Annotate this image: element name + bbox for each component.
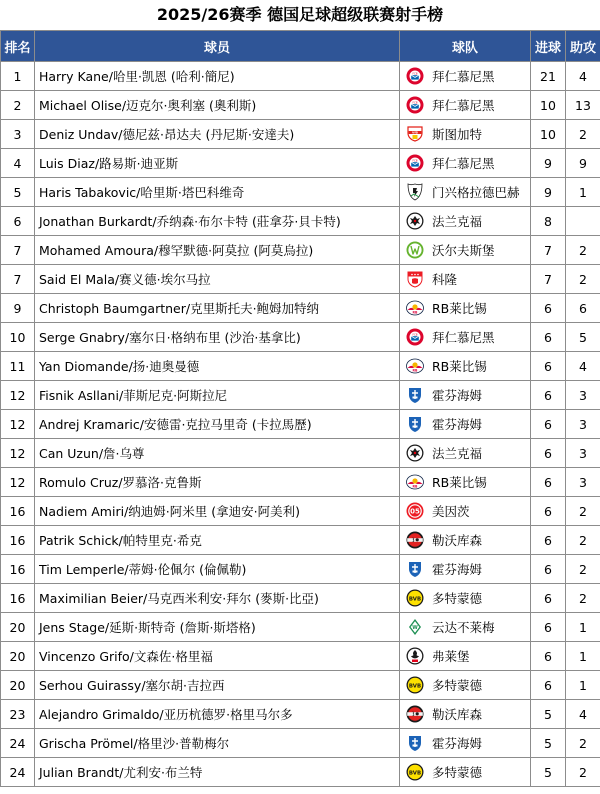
- rank-cell: 23: [1, 700, 35, 729]
- team-name: 拜仁慕尼黑: [432, 330, 495, 345]
- team-name: 勒沃库森: [432, 533, 483, 548]
- rank-cell: 4: [1, 149, 35, 178]
- player-cell: Maximilian Beier/马克西米利安·拜尔 (麥斯·比亞): [35, 584, 400, 613]
- goals-cell: 6: [531, 671, 566, 700]
- svg-text:BVB: BVB: [408, 596, 422, 603]
- player-cell: Jens Stage/延斯·斯特奇 (詹斯·斯塔格): [35, 613, 400, 642]
- assists-cell: 1: [566, 642, 600, 671]
- assists-cell: 3: [566, 439, 600, 468]
- assists-cell: 3: [566, 410, 600, 439]
- player-cell: Jonathan Burkardt/乔纳森·布尔卡特 (莊拿芬·貝卡特): [35, 207, 400, 236]
- rank-cell: 12: [1, 468, 35, 497]
- rank-cell: 2: [1, 91, 35, 120]
- table-row: [1, 236, 600, 265]
- rank-cell: 11: [1, 352, 35, 381]
- rank-cell: 3: [1, 120, 35, 149]
- svg-text:W: W: [412, 625, 418, 631]
- player-cell: Said El Mala/赛义德·埃尔马拉: [35, 265, 400, 294]
- svg-text:RB: RB: [412, 368, 418, 373]
- team-cell: [400, 584, 531, 613]
- player-cell: Julian Brandt/尤利安·布兰特: [35, 758, 400, 787]
- dortmund-crest-icon: [406, 763, 424, 781]
- team-cell: [400, 555, 531, 584]
- table-row: [1, 323, 600, 352]
- team-name: 拜仁慕尼黑: [432, 156, 495, 171]
- player-cell: Haris Tabakovic/哈里斯·塔巴科维奇: [35, 178, 400, 207]
- table-row: [1, 62, 600, 91]
- table-row: [1, 671, 600, 700]
- team-cell: [400, 323, 531, 352]
- team-cell: [400, 700, 531, 729]
- goals-cell: 5: [531, 700, 566, 729]
- team-cell: [400, 526, 531, 555]
- team-cell: [400, 352, 531, 381]
- rank-cell: 16: [1, 526, 35, 555]
- assists-cell: 4: [566, 352, 600, 381]
- assists-cell: 9: [566, 149, 600, 178]
- frankfurt-crest-icon: [406, 444, 424, 462]
- svg-text:FCB: FCB: [412, 101, 418, 105]
- goals-cell: 6: [531, 323, 566, 352]
- team-name: 沃尔夫斯堡: [432, 243, 495, 258]
- player-cell: Tim Lemperle/蒂姆·伦佩尔 (倫佩勒): [35, 555, 400, 584]
- mainz-crest-icon: [406, 502, 424, 520]
- assists-cell: 3: [566, 468, 600, 497]
- freiburg-crest-icon: [406, 647, 424, 665]
- rank-cell: 5: [1, 178, 35, 207]
- rank-cell: 24: [1, 729, 35, 758]
- team-name: 多特蒙德: [432, 765, 483, 780]
- assists-cell: 2: [566, 120, 600, 149]
- table-row: [1, 294, 600, 323]
- table-header-row: [1, 31, 600, 62]
- team-name: 法兰克福: [432, 214, 483, 229]
- goals-cell: 10: [531, 120, 566, 149]
- scorers-table: [0, 30, 600, 787]
- team-cell: [400, 758, 531, 787]
- table-row: [1, 178, 600, 207]
- team-name: 霍芬海姆: [432, 417, 483, 432]
- team-cell: [400, 381, 531, 410]
- table-row: [1, 497, 600, 526]
- player-cell: Michael Olise/迈克尔·奥利塞 (奧利斯): [35, 91, 400, 120]
- gladbach-crest-icon: [406, 183, 424, 201]
- goals-cell: 6: [531, 468, 566, 497]
- hoffenheim-crest-icon: [406, 415, 424, 433]
- team-cell: [400, 439, 531, 468]
- svg-text:FCB: FCB: [412, 333, 418, 337]
- assists-cell: 2: [566, 236, 600, 265]
- table-row: [1, 729, 600, 758]
- goals-cell: 6: [531, 555, 566, 584]
- svg-text:FCB: FCB: [412, 72, 418, 76]
- team-name: 勒沃库森: [432, 707, 483, 722]
- table-row: [1, 555, 600, 584]
- rank-cell: 9: [1, 294, 35, 323]
- hoffenheim-crest-icon: [406, 734, 424, 752]
- svg-text:BVB: BVB: [408, 770, 422, 777]
- team-cell: [400, 729, 531, 758]
- team-cell: [400, 410, 531, 439]
- goals-cell: 6: [531, 526, 566, 555]
- team-name: 门兴格拉德巴赫: [432, 185, 520, 200]
- page-title: 2025/26赛季 德国足球超级联赛射手榜: [156, 5, 444, 24]
- bayern-crest-icon: [406, 67, 424, 85]
- rank-cell: 16: [1, 584, 35, 613]
- player-cell: Grischa Prömel/格里沙·普勒梅尔: [35, 729, 400, 758]
- header-player: 球员: [35, 31, 400, 62]
- table-row: [1, 352, 600, 381]
- team-name: 科隆: [432, 272, 458, 287]
- svg-text:FCB: FCB: [412, 159, 418, 163]
- frankfurt-crest-icon: [406, 212, 424, 230]
- rank-cell: 1: [1, 62, 35, 91]
- team-cell: [400, 613, 531, 642]
- team-name: RB莱比锡: [432, 359, 487, 374]
- team-name: RB莱比锡: [432, 301, 487, 316]
- bayern-crest-icon: [406, 154, 424, 172]
- goals-cell: 6: [531, 381, 566, 410]
- table-row: [1, 91, 600, 120]
- assists-cell: 2: [566, 265, 600, 294]
- svg-text:RB: RB: [412, 310, 418, 315]
- team-cell: [400, 91, 531, 120]
- table-row: [1, 207, 600, 236]
- goals-cell: 6: [531, 410, 566, 439]
- goals-cell: 7: [531, 265, 566, 294]
- bremen-crest-icon: [406, 618, 424, 636]
- player-cell: Vincenzo Grifo/文森佐·格里福: [35, 642, 400, 671]
- player-cell: Yan Diomande/扬·迪奥曼德: [35, 352, 400, 381]
- table-row: [1, 642, 600, 671]
- leverkusen-crest-icon: [406, 531, 424, 549]
- rank-cell: 12: [1, 410, 35, 439]
- goals-cell: 6: [531, 352, 566, 381]
- rank-cell: 20: [1, 642, 35, 671]
- leipzig-crest-icon: [406, 473, 424, 491]
- leipzig-crest-icon: [406, 357, 424, 375]
- team-name: 多特蒙德: [432, 678, 483, 693]
- player-cell: Fisnik Asllani/菲斯尼克·阿斯拉尼: [35, 381, 400, 410]
- svg-text:05: 05: [410, 507, 420, 516]
- koln-crest-icon: [406, 270, 424, 288]
- team-name: 法兰克福: [432, 446, 483, 461]
- team-cell: [400, 236, 531, 265]
- rank-cell: 16: [1, 555, 35, 584]
- leipzig-crest-icon: [406, 299, 424, 317]
- table-body: [1, 62, 600, 787]
- player-cell: Deniz Undav/德尼兹·昂达夫 (丹尼斯·安達夫): [35, 120, 400, 149]
- player-cell: Romulo Cruz/罗慕洛·克鲁斯: [35, 468, 400, 497]
- team-name: 霍芬海姆: [432, 388, 483, 403]
- team-cell: [400, 671, 531, 700]
- stuttgart-crest-icon: [406, 125, 424, 143]
- wolfsburg-crest-icon: [406, 241, 424, 259]
- goals-cell: 5: [531, 729, 566, 758]
- team-cell: [400, 468, 531, 497]
- team-cell: [400, 207, 531, 236]
- team-cell: [400, 265, 531, 294]
- assists-cell: 2: [566, 758, 600, 787]
- rank-cell: 10: [1, 323, 35, 352]
- svg-text:VfB: VfB: [412, 130, 418, 135]
- dortmund-crest-icon: [406, 676, 424, 694]
- goals-cell: 6: [531, 439, 566, 468]
- table-row: [1, 439, 600, 468]
- table-row: [1, 265, 600, 294]
- table-row: [1, 468, 600, 497]
- assists-cell: 2: [566, 526, 600, 555]
- goals-cell: 6: [531, 497, 566, 526]
- player-cell: Andrej Kramaric/安德雷·克拉马里奇 (卡拉馬歷): [35, 410, 400, 439]
- player-cell: Serge Gnabry/塞尔日·格纳布里 (沙治·基拿比): [35, 323, 400, 352]
- assists-cell: 1: [566, 178, 600, 207]
- header-goals: 进球: [531, 31, 566, 62]
- rank-cell: 12: [1, 439, 35, 468]
- player-cell: Can Uzun/詹·乌尊: [35, 439, 400, 468]
- team-cell: [400, 497, 531, 526]
- player-cell: Christoph Baumgartner/克里斯托夫·鲍姆加特纳: [35, 294, 400, 323]
- goals-cell: 6: [531, 584, 566, 613]
- team-cell: [400, 62, 531, 91]
- goals-cell: 9: [531, 178, 566, 207]
- goals-cell: 8: [531, 207, 566, 236]
- rank-cell: 20: [1, 613, 35, 642]
- team-name: 斯图加特: [432, 127, 483, 142]
- table-row: [1, 149, 600, 178]
- rank-cell: 7: [1, 236, 35, 265]
- team-name: 云达不莱梅: [432, 620, 495, 635]
- assists-cell: 1: [566, 613, 600, 642]
- svg-text:BVB: BVB: [408, 683, 422, 690]
- goals-cell: 6: [531, 294, 566, 323]
- team-cell: [400, 178, 531, 207]
- rank-cell: 16: [1, 497, 35, 526]
- table-row: [1, 381, 600, 410]
- goals-cell: 9: [531, 149, 566, 178]
- header-assists: 助攻: [566, 31, 600, 62]
- table-row: [1, 758, 600, 787]
- table-row: [1, 526, 600, 555]
- leverkusen-crest-icon: [406, 705, 424, 723]
- team-name: 霍芬海姆: [432, 562, 483, 577]
- assists-cell: [566, 207, 600, 236]
- hoffenheim-crest-icon: [406, 386, 424, 404]
- dortmund-crest-icon: [406, 589, 424, 607]
- team-name: 多特蒙德: [432, 591, 483, 606]
- assists-cell: 1: [566, 671, 600, 700]
- svg-text:RB: RB: [412, 484, 418, 489]
- header-team: 球队: [400, 31, 531, 62]
- player-cell: Harry Kane/哈里·凯恩 (哈利·簡尼): [35, 62, 400, 91]
- team-name: 美因茨: [432, 504, 470, 519]
- rank-cell: 24: [1, 758, 35, 787]
- player-cell: Alejandro Grimaldo/亚历杭德罗·格里马尔多: [35, 700, 400, 729]
- goals-cell: 6: [531, 642, 566, 671]
- team-name: 拜仁慕尼黑: [432, 69, 495, 84]
- header-rank: 排名: [1, 31, 35, 62]
- table-row: [1, 120, 600, 149]
- player-cell: Serhou Guirassy/塞尔胡·吉拉西: [35, 671, 400, 700]
- assists-cell: 4: [566, 700, 600, 729]
- goals-cell: 6: [531, 613, 566, 642]
- table-row: [1, 700, 600, 729]
- player-cell: Mohamed Amoura/穆罕默德·阿莫拉 (阿莫烏拉): [35, 236, 400, 265]
- team-name: RB莱比锡: [432, 475, 487, 490]
- hoffenheim-crest-icon: [406, 560, 424, 578]
- player-cell: Luis Diaz/路易斯·迪亚斯: [35, 149, 400, 178]
- assists-cell: 5: [566, 323, 600, 352]
- team-cell: [400, 120, 531, 149]
- team-name: 霍芬海姆: [432, 736, 483, 751]
- team-cell: [400, 642, 531, 671]
- goals-cell: 7: [531, 236, 566, 265]
- assists-cell: 6: [566, 294, 600, 323]
- bayern-crest-icon: [406, 328, 424, 346]
- goals-cell: 21: [531, 62, 566, 91]
- assists-cell: 2: [566, 555, 600, 584]
- player-cell: Patrik Schick/帕特里克·希克: [35, 526, 400, 555]
- rank-cell: 6: [1, 207, 35, 236]
- team-cell: [400, 294, 531, 323]
- table-row: [1, 410, 600, 439]
- assists-cell: 2: [566, 584, 600, 613]
- goals-cell: 5: [531, 758, 566, 787]
- assists-cell: 4: [566, 62, 600, 91]
- bayern-crest-icon: [406, 96, 424, 114]
- goals-cell: 10: [531, 91, 566, 120]
- team-name: 弗莱堡: [432, 649, 470, 664]
- assists-cell: 2: [566, 729, 600, 758]
- assists-cell: 2: [566, 497, 600, 526]
- team-cell: [400, 149, 531, 178]
- assists-cell: 13: [566, 91, 600, 120]
- table-row: [1, 584, 600, 613]
- team-name: 拜仁慕尼黑: [432, 98, 495, 113]
- rank-cell: 20: [1, 671, 35, 700]
- rank-cell: 7: [1, 265, 35, 294]
- assists-cell: 3: [566, 381, 600, 410]
- rank-cell: 12: [1, 381, 35, 410]
- table-row: [1, 613, 600, 642]
- player-cell: Nadiem Amiri/纳迪姆·阿米里 (拿迪安·阿美利): [35, 497, 400, 526]
